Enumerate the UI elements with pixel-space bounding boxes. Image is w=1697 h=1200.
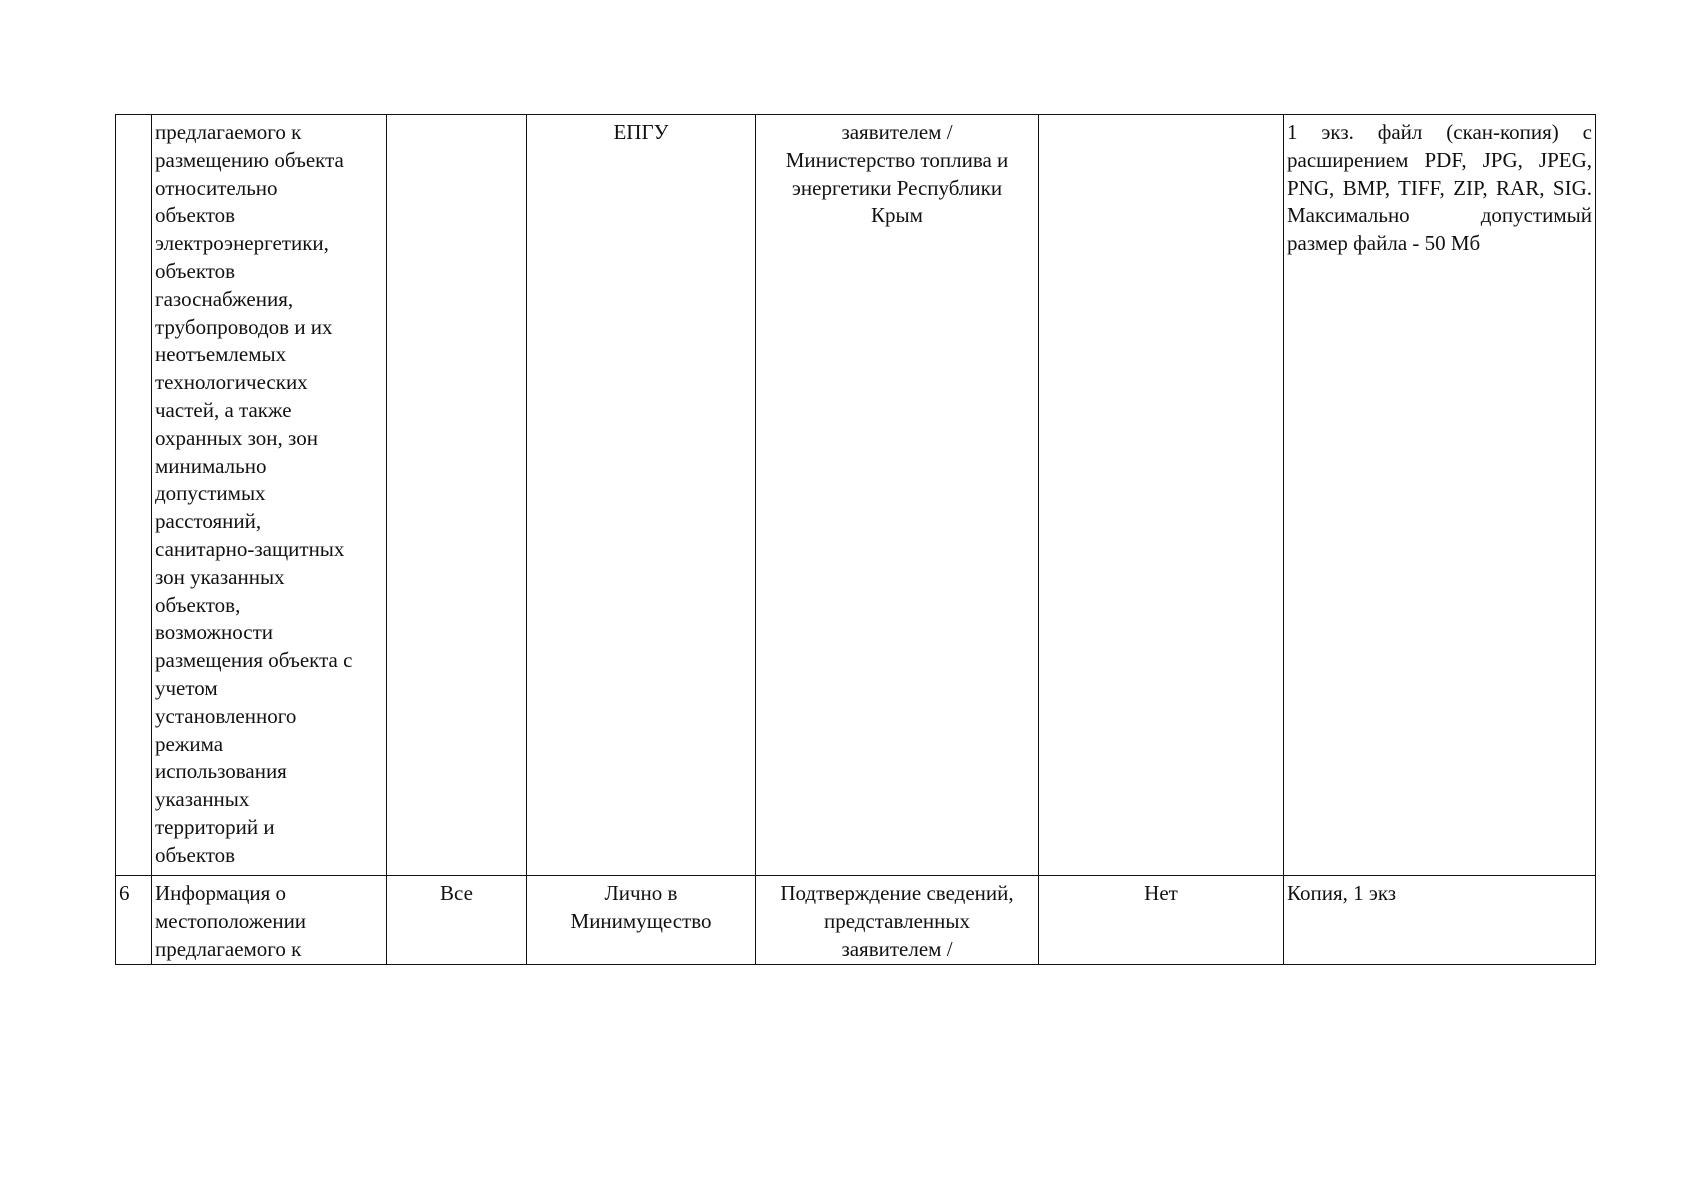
row-number-cell (116, 876, 152, 965)
applicant-category: Все (440, 881, 473, 905)
mandatory-cell (1039, 115, 1284, 876)
format-text: Копия, 1 экз (1287, 881, 1397, 905)
requirements-table (115, 114, 1596, 965)
row-number-cell (116, 115, 152, 876)
document-name: предлагаемого к размещению объекта относительно объектов электроэнергетики, объектов газоснабжения, трубопроводов и их неотъемлемых технологических частей, а также охранных зон, зон минимально допустимых расстояний, санитарно-защитных зон указанных объектов, возможности размещения объекта с учетом установленного режима использования указанных территорий и объектов (155, 120, 353, 867)
table-row-6 (116, 876, 1596, 965)
submission-method: ЕПГУ (613, 120, 669, 144)
purpose-cell (756, 876, 1039, 965)
submission-method: Лично в Минимущество (570, 881, 712, 933)
mandatory-text: Нет (1144, 881, 1178, 905)
applicant-category-cell (387, 115, 527, 876)
format-text: 1 экз. файл (скан-копия) с расширением PDF, JPG, JPEG, PNG, BMP, TIFF, ZIP, RAR, SIG. Максимально допустимый размер файла - 50 Мб (1287, 120, 1592, 256)
applicant-category-cell (387, 876, 527, 965)
submission-method-cell (527, 876, 756, 965)
format-cell (1284, 876, 1596, 965)
mandatory-cell (1039, 876, 1284, 965)
row-number: 6 (119, 881, 130, 905)
submission-method-cell (527, 115, 756, 876)
table-row-continued (116, 115, 1596, 876)
format-cell (1284, 115, 1596, 876)
document-name: Информация о местоположении предлагаемого к (155, 881, 307, 961)
document-name-cell (152, 876, 387, 965)
purpose-text: Подтверждение сведений, представленных заявителем / (780, 881, 1014, 961)
document-name-cell (152, 115, 387, 876)
purpose-text: заявителем / Министерство топлива и энергетики Республики Крым (785, 120, 1009, 228)
purpose-cell (756, 115, 1039, 876)
